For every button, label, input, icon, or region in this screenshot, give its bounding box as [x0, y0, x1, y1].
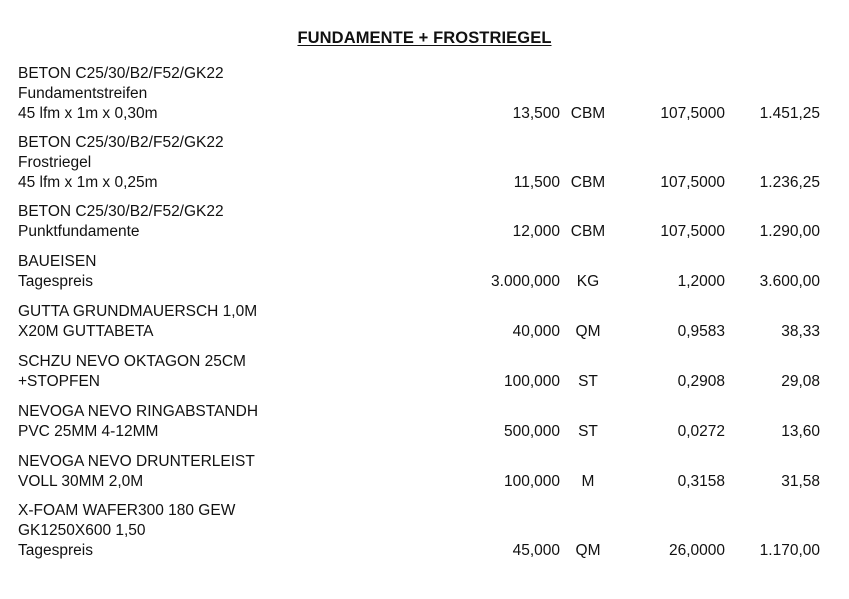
item-total: 3.600,00 — [759, 273, 820, 290]
item-description-line: Frostriegel — [18, 154, 92, 171]
item-description-line: Fundamentstreifen — [18, 85, 148, 102]
item-total: 31,58 — [781, 473, 820, 490]
item-quantity: 500,000 — [503, 423, 560, 440]
item-values — [18, 104, 838, 124]
line-item — [18, 501, 838, 561]
item-description-line: BETON C25/30/B2/F52/GK22 — [18, 65, 224, 82]
item-description-line: Tagespreis — [18, 542, 93, 559]
item-quantity: 100,000 — [503, 373, 560, 390]
item-description-line: BAUEISEN — [18, 253, 97, 270]
item-description-line: BETON C25/30/B2/F52/GK22 — [18, 134, 224, 151]
item-description-line: 45 lfm x 1m x 0,30m — [18, 105, 158, 122]
item-quantity: 12,000 — [512, 223, 560, 240]
item-quantity: 13,500 — [512, 105, 560, 122]
item-quantity: 45,000 — [512, 542, 560, 559]
item-total: 38,33 — [781, 323, 820, 340]
item-unit: M — [581, 473, 595, 490]
item-unit-price: 1,2000 — [677, 273, 725, 290]
item-total: 1.170,00 — [759, 542, 820, 559]
item-unit-price: 0,2908 — [677, 373, 725, 390]
item-unit: CBM — [570, 223, 606, 240]
item-quantity: 40,000 — [512, 323, 560, 340]
item-description-line: VOLL 30MM 2,0M — [18, 473, 144, 490]
item-unit-price: 26,0000 — [668, 542, 725, 559]
line-item — [18, 133, 838, 193]
item-unit: ST — [578, 423, 598, 440]
item-description-line: 45 lfm x 1m x 0,25m — [18, 174, 158, 191]
item-quantity: 11,500 — [513, 174, 560, 191]
item-total: 13,60 — [781, 423, 820, 440]
item-description-line: +STOPFEN — [18, 373, 100, 390]
item-unit-price: 0,9583 — [677, 323, 725, 340]
item-unit-price: 107,5000 — [660, 105, 725, 122]
item-unit-price: 0,0272 — [677, 423, 725, 440]
item-total: 1.290,00 — [759, 223, 820, 240]
line-item — [18, 352, 838, 392]
item-unit: ST — [578, 373, 598, 390]
item-description-line: SCHZU NEVO OKTAGON 25CM — [18, 353, 246, 370]
line-item — [18, 252, 838, 292]
item-description-line: GUTTA GRUNDMAUERSCH 1,0M — [18, 303, 258, 320]
item-description-line: BETON C25/30/B2/F52/GK22 — [18, 203, 224, 220]
item-values — [18, 272, 838, 292]
line-item — [18, 302, 838, 342]
item-values — [18, 322, 838, 342]
item-unit-price: 107,5000 — [660, 223, 725, 240]
item-unit: QM — [575, 323, 601, 340]
item-total: 1.451,25 — [759, 105, 820, 122]
item-values — [18, 222, 838, 242]
item-description-line: Punktfundamente — [18, 223, 140, 240]
item-values — [18, 372, 838, 392]
item-description-line: Tagespreis — [18, 273, 93, 290]
line-item — [18, 64, 838, 124]
item-values — [18, 472, 838, 492]
item-unit: KG — [576, 273, 600, 290]
item-description-line: X20M GUTTABETA — [18, 323, 154, 340]
item-values — [18, 541, 838, 561]
item-unit: QM — [575, 542, 601, 559]
item-quantity: 100,000 — [503, 473, 560, 490]
item-description-line: NEVOGA NEVO RINGABSTANDH — [18, 403, 259, 420]
item-total: 1.236,25 — [759, 174, 820, 191]
line-item — [18, 452, 838, 492]
item-description-line: PVC 25MM 4-12MM — [18, 423, 159, 440]
item-unit: CBM — [570, 105, 606, 122]
item-description-line: X-FOAM WAFER300 180 GEW — [18, 502, 236, 519]
item-quantity: 3.000,000 — [491, 273, 560, 290]
item-description-line: GK1250X600 1,50 — [18, 522, 146, 539]
item-values — [18, 173, 838, 193]
item-unit: CBM — [570, 174, 606, 191]
document-title: FUNDAMENTE + FROSTRIEGEL — [297, 29, 552, 47]
item-unit-price: 107,5000 — [660, 174, 725, 191]
line-item — [18, 402, 838, 442]
line-item — [18, 202, 838, 242]
item-description-line: NEVOGA NEVO DRUNTERLEIST — [18, 453, 255, 470]
item-unit-price: 0,3158 — [677, 473, 725, 490]
item-values — [18, 422, 838, 442]
item-total: 29,08 — [781, 373, 820, 390]
